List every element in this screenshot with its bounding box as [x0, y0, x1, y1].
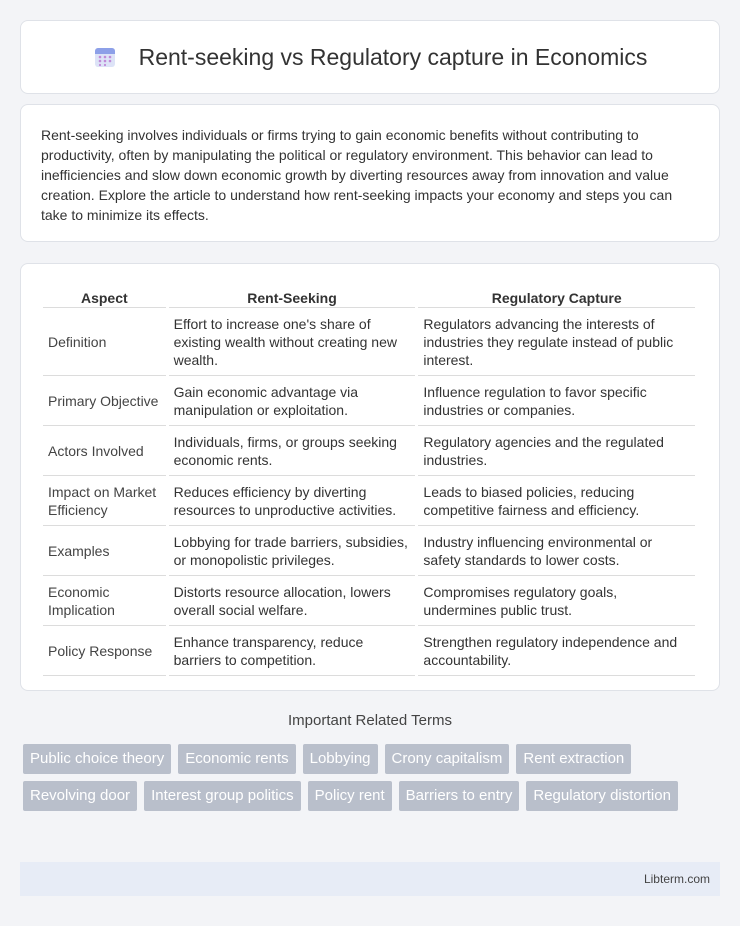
- row-regulatory-capture: Industry influencing environmental or safety standards to lower costs.: [418, 526, 695, 576]
- footer-site-link[interactable]: Libterm.com: [643, 872, 710, 886]
- term-tag[interactable]: Rent extraction: [516, 744, 631, 774]
- row-aspect: Primary Objective: [43, 376, 166, 426]
- table-row: [43, 476, 695, 526]
- footer: [20, 862, 720, 896]
- row-rent-seeking: Enhance transparency, reduce barriers to competition.: [169, 626, 416, 676]
- table-row: [43, 626, 695, 676]
- row-aspect: Definition: [43, 308, 166, 376]
- term-tag[interactable]: Barriers to entry: [399, 781, 520, 811]
- row-aspect: Examples: [43, 526, 166, 576]
- row-regulatory-capture: Leads to biased policies, reducing competitive fairness and efficiency.: [418, 476, 695, 526]
- row-rent-seeking: Lobbying for trade barriers, subsidies, or monopolistic privileges.: [169, 526, 416, 576]
- row-aspect: Impact on Market Efficiency: [43, 476, 166, 526]
- row-aspect: Policy Response: [43, 626, 166, 676]
- comparison-table-card: [20, 263, 720, 691]
- table-row: [43, 426, 695, 476]
- table-header-row: [43, 284, 695, 308]
- term-tag[interactable]: Crony capitalism: [385, 744, 510, 774]
- comparison-table: [40, 284, 698, 676]
- column-header-regulatory-capture: Regulatory Capture: [418, 284, 695, 308]
- row-aspect: Economic Implication: [43, 576, 166, 626]
- row-aspect: Actors Involved: [43, 426, 166, 476]
- term-tag[interactable]: Policy rent: [308, 781, 392, 811]
- row-regulatory-capture: Regulatory agencies and the regulated industries.: [418, 426, 695, 476]
- column-header-aspect: Aspect: [43, 284, 166, 308]
- term-tag[interactable]: Revolving door: [23, 781, 137, 811]
- table-row: [43, 376, 695, 426]
- row-rent-seeking: Distorts resource allocation, lowers overall social welfare.: [169, 576, 416, 626]
- row-rent-seeking: Individuals, firms, or groups seeking economic rents.: [169, 426, 416, 476]
- row-regulatory-capture: Regulators advancing the interests of industries they regulate instead of public interest.: [418, 308, 695, 376]
- table-row: [43, 308, 695, 376]
- intro-card: [20, 104, 720, 242]
- related-terms-list: [23, 744, 713, 811]
- row-rent-seeking: Reduces efficiency by diverting resources to unproductive activities.: [169, 476, 416, 526]
- intro-text: Rent-seeking involves individuals or firms trying to gain economic benefits without contributing to productivity, often by manipulating the political or regulatory environment. This behavior can lead to inefficiencies and slow down economic growth by diverting resources away from innovation and value creation. Explore the article to understand how rent-seeking impacts your economy and steps you can take to minimize its effects.: [41, 127, 673, 223]
- table-row: [43, 526, 695, 576]
- row-regulatory-capture: Influence regulation to favor specific industries or companies.: [418, 376, 695, 426]
- row-regulatory-capture: Strengthen regulatory independence and accountability.: [418, 626, 695, 676]
- term-tag[interactable]: Regulatory distortion: [526, 781, 678, 811]
- term-tag[interactable]: Interest group politics: [144, 781, 301, 811]
- page-title: Rent-seeking vs Regulatory capture in Economics: [138, 43, 648, 70]
- row-rent-seeking: Gain economic advantage via manipulation or exploitation.: [169, 376, 416, 426]
- row-regulatory-capture: Compromises regulatory goals, undermines public trust.: [418, 576, 695, 626]
- column-header-rent-seeking: Rent-Seeking: [169, 284, 416, 308]
- calendar-icon: [93, 45, 117, 69]
- table-row: [43, 576, 695, 626]
- term-tag[interactable]: Lobbying: [303, 744, 378, 774]
- term-tag[interactable]: Public choice theory: [23, 744, 171, 774]
- row-rent-seeking: Effort to increase one's share of existing wealth without creating new wealth.: [169, 308, 416, 376]
- related-terms-title: Important Related Terms: [288, 712, 452, 729]
- header-inner: [93, 44, 648, 71]
- term-tag[interactable]: Economic rents: [178, 744, 295, 774]
- header-card: [20, 20, 720, 94]
